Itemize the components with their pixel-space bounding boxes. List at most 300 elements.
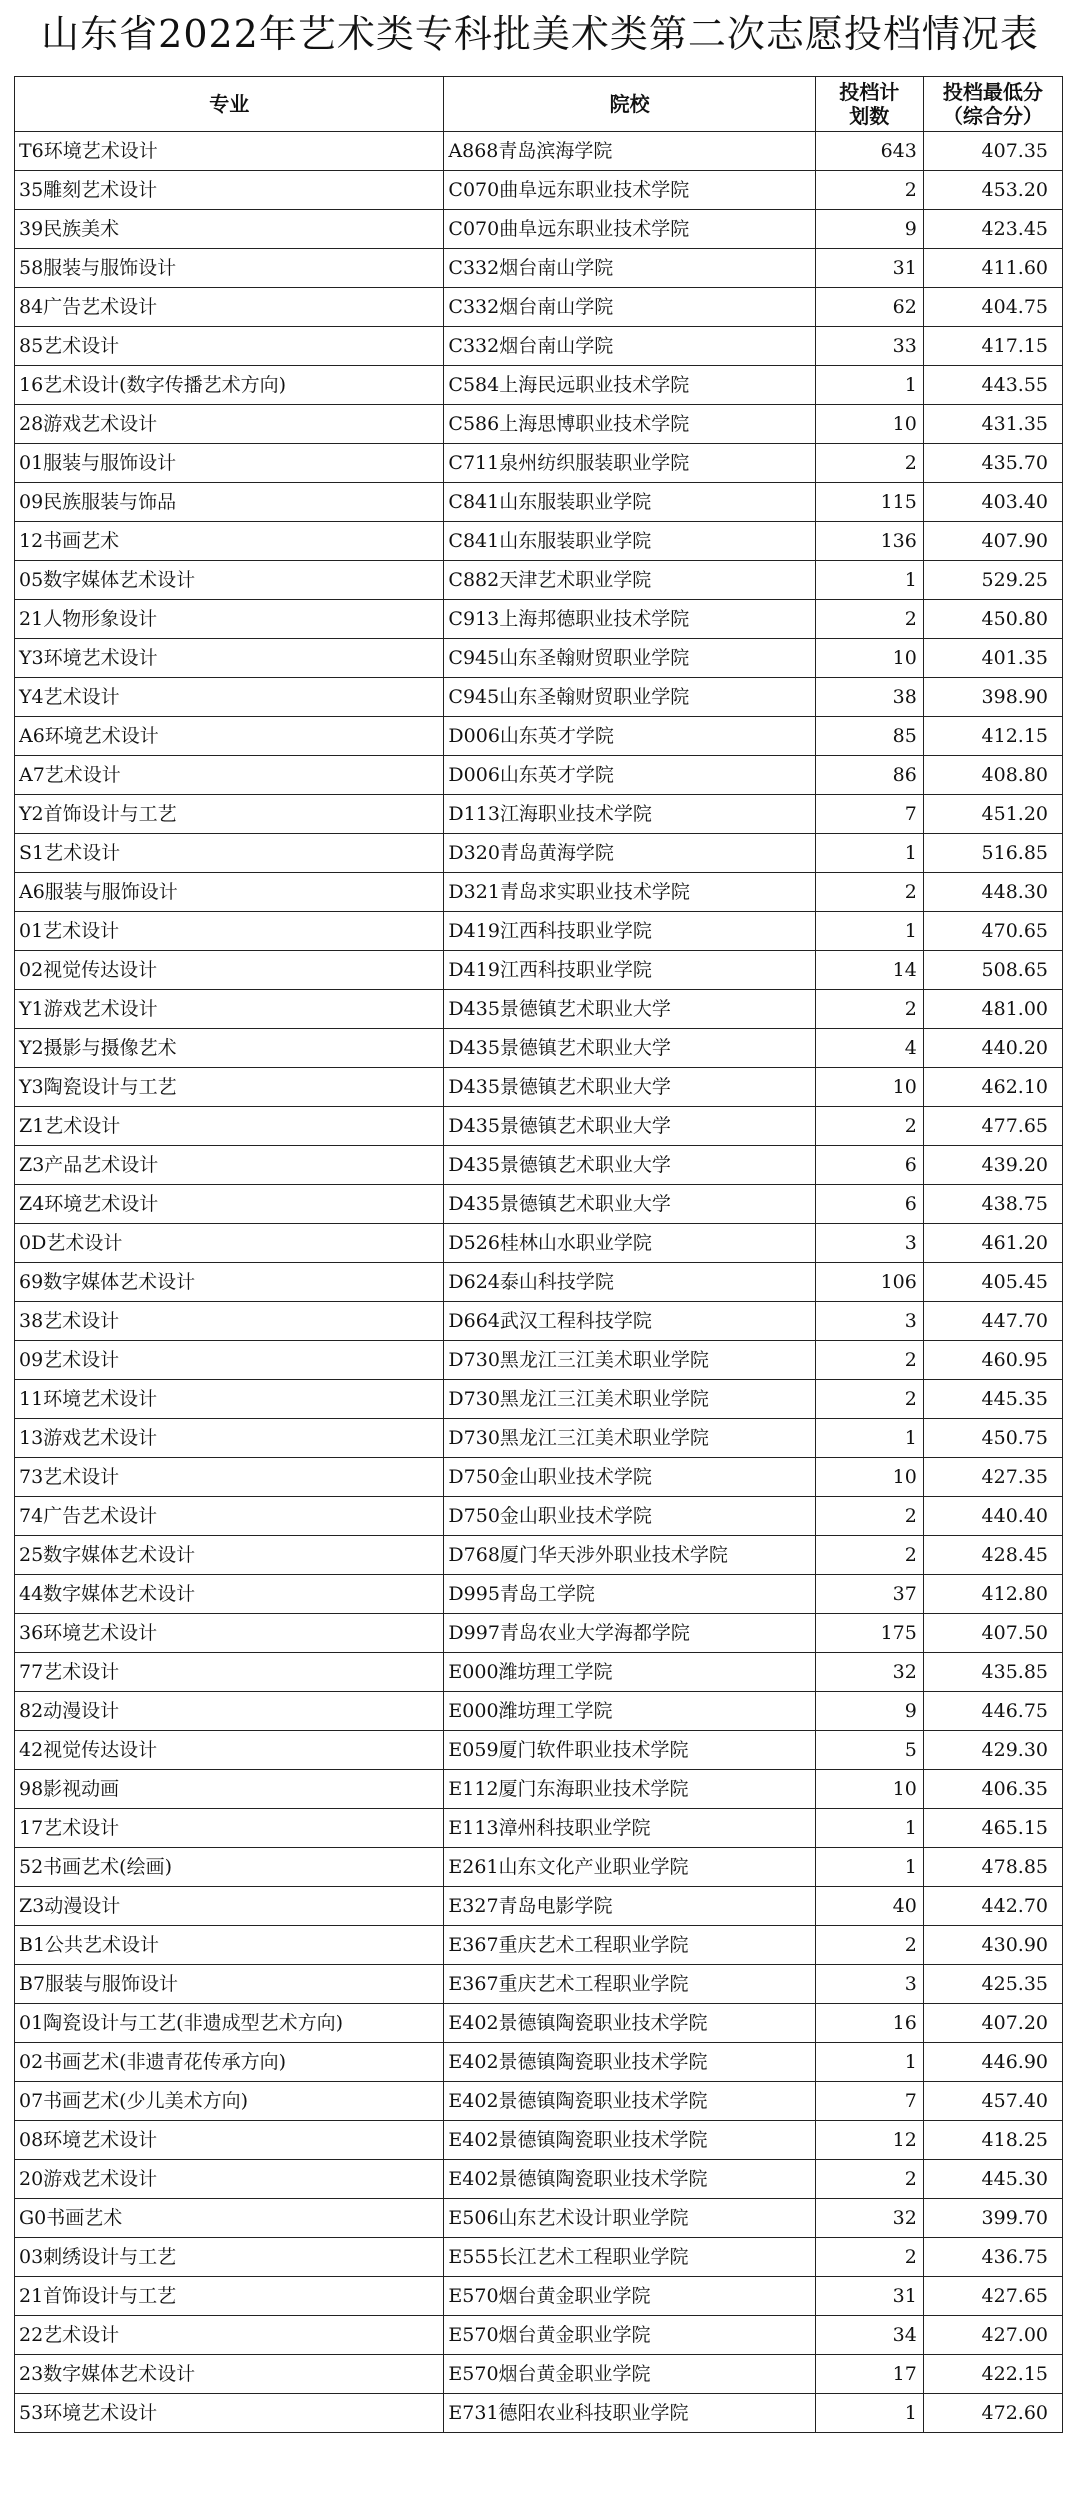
cell-major: 25数字媒体艺术设计 xyxy=(15,1536,444,1575)
cell-school: D419江西科技职业学院 xyxy=(444,951,815,990)
cell-plan: 2 xyxy=(815,1536,923,1575)
cell-school: D768厦门华天涉外职业技术学院 xyxy=(444,1536,815,1575)
cell-score: 453.20 xyxy=(923,171,1062,210)
cell-plan: 1 xyxy=(815,1809,923,1848)
cell-major: A6服装与服饰设计 xyxy=(15,873,444,912)
cell-major: 73艺术设计 xyxy=(15,1458,444,1497)
cell-major: 28游戏艺术设计 xyxy=(15,405,444,444)
cell-major: S1艺术设计 xyxy=(15,834,444,873)
cell-score: 427.35 xyxy=(923,1458,1062,1497)
cell-school: C332烟台南山学院 xyxy=(444,288,815,327)
cell-school: D006山东英才学院 xyxy=(444,756,815,795)
cell-plan: 2 xyxy=(815,2160,923,2199)
cell-score: 477.65 xyxy=(923,1107,1062,1146)
cell-major: 82动漫设计 xyxy=(15,1692,444,1731)
cell-plan: 38 xyxy=(815,678,923,717)
cell-score: 448.30 xyxy=(923,873,1062,912)
cell-score: 438.75 xyxy=(923,1185,1062,1224)
cell-major: Y3陶瓷设计与工艺 xyxy=(15,1068,444,1107)
table-row xyxy=(15,132,1063,171)
cell-school: D730黑龙江三江美术职业学院 xyxy=(444,1419,815,1458)
table-row xyxy=(15,2043,1063,2082)
table-row xyxy=(15,1224,1063,1263)
cell-major: 69数字媒体艺术设计 xyxy=(15,1263,444,1302)
cell-plan: 1 xyxy=(815,1419,923,1458)
cell-school: C945山东圣翰财贸职业学院 xyxy=(444,678,815,717)
cell-plan: 2 xyxy=(815,2238,923,2277)
cell-major: 77艺术设计 xyxy=(15,1653,444,1692)
cell-plan: 17 xyxy=(815,2355,923,2394)
cell-plan: 31 xyxy=(815,249,923,288)
cell-plan: 115 xyxy=(815,483,923,522)
table-row xyxy=(15,1614,1063,1653)
header-score-line2: （综合分） xyxy=(942,104,1043,128)
cell-score: 427.00 xyxy=(923,2316,1062,2355)
cell-plan: 3 xyxy=(815,1302,923,1341)
cell-score: 516.85 xyxy=(923,834,1062,873)
cell-plan: 643 xyxy=(815,132,923,171)
cell-score: 435.85 xyxy=(923,1653,1062,1692)
cell-plan: 106 xyxy=(815,1263,923,1302)
cell-major: 38艺术设计 xyxy=(15,1302,444,1341)
cell-major: 01艺术设计 xyxy=(15,912,444,951)
cell-school: E402景德镇陶瓷职业技术学院 xyxy=(444,2004,815,2043)
cell-plan: 1 xyxy=(815,834,923,873)
cell-plan: 5 xyxy=(815,1731,923,1770)
cell-school: E555长江艺术工程职业学院 xyxy=(444,2238,815,2277)
cell-plan: 7 xyxy=(815,2082,923,2121)
cell-major: T6环境艺术设计 xyxy=(15,132,444,171)
cell-school: E059厦门软件职业技术学院 xyxy=(444,1731,815,1770)
cell-school: E402景德镇陶瓷职业技术学院 xyxy=(444,2082,815,2121)
table-row xyxy=(15,2394,1063,2433)
cell-score: 435.70 xyxy=(923,444,1062,483)
cell-score: 450.75 xyxy=(923,1419,1062,1458)
cell-major: 39民族美术 xyxy=(15,210,444,249)
cell-school: C584上海民远职业技术学院 xyxy=(444,366,815,405)
table-row xyxy=(15,327,1063,366)
table-row xyxy=(15,561,1063,600)
cell-score: 407.90 xyxy=(923,522,1062,561)
cell-major: Y1游戏艺术设计 xyxy=(15,990,444,1029)
cell-score: 401.35 xyxy=(923,639,1062,678)
cell-score: 407.50 xyxy=(923,1614,1062,1653)
cell-school: D995青岛工学院 xyxy=(444,1575,815,1614)
cell-school: E367重庆艺术工程职业学院 xyxy=(444,1965,815,2004)
cell-plan: 10 xyxy=(815,1770,923,1809)
cell-school: D419江西科技职业学院 xyxy=(444,912,815,951)
table-row xyxy=(15,522,1063,561)
cell-school: C882天津艺术职业学院 xyxy=(444,561,815,600)
cell-school: D435景德镇艺术职业大学 xyxy=(444,1107,815,1146)
cell-school: C711泉州纺织服装职业学院 xyxy=(444,444,815,483)
cell-major: Y2首饰设计与工艺 xyxy=(15,795,444,834)
cell-major: G0书画艺术 xyxy=(15,2199,444,2238)
cell-plan: 9 xyxy=(815,1692,923,1731)
cell-major: 09艺术设计 xyxy=(15,1341,444,1380)
table-row xyxy=(15,1653,1063,1692)
table-row xyxy=(15,210,1063,249)
cell-score: 436.75 xyxy=(923,2238,1062,2277)
cell-school: D435景德镇艺术职业大学 xyxy=(444,1029,815,1068)
admission-table xyxy=(14,76,1063,2433)
cell-school: D624泰山科技学院 xyxy=(444,1263,815,1302)
header-school: 院校 xyxy=(444,77,815,132)
table-row xyxy=(15,2355,1063,2394)
table-row xyxy=(15,873,1063,912)
table-row xyxy=(15,1029,1063,1068)
cell-major: 42视觉传达设计 xyxy=(15,1731,444,1770)
cell-score: 439.20 xyxy=(923,1146,1062,1185)
cell-major: 52书画艺术(绘画) xyxy=(15,1848,444,1887)
cell-school: D526桂林山水职业学院 xyxy=(444,1224,815,1263)
cell-school: D435景德镇艺术职业大学 xyxy=(444,1146,815,1185)
header-plan-line1: 投档计 xyxy=(839,80,900,104)
cell-score: 429.30 xyxy=(923,1731,1062,1770)
cell-school: C841山东服装职业学院 xyxy=(444,483,815,522)
cell-score: 412.15 xyxy=(923,717,1062,756)
table-row xyxy=(15,2082,1063,2121)
cell-school: D730黑龙江三江美术职业学院 xyxy=(444,1341,815,1380)
cell-plan: 6 xyxy=(815,1185,923,1224)
cell-plan: 1 xyxy=(815,912,923,951)
table-row xyxy=(15,171,1063,210)
table-row xyxy=(15,1965,1063,2004)
cell-score: 470.65 xyxy=(923,912,1062,951)
cell-major: 11环境艺术设计 xyxy=(15,1380,444,1419)
cell-major: Y4艺术设计 xyxy=(15,678,444,717)
table-row xyxy=(15,2160,1063,2199)
cell-score: 457.40 xyxy=(923,2082,1062,2121)
cell-plan: 4 xyxy=(815,1029,923,1068)
cell-score: 411.60 xyxy=(923,249,1062,288)
header-plan xyxy=(815,77,923,132)
cell-score: 447.70 xyxy=(923,1302,1062,1341)
cell-plan: 32 xyxy=(815,2199,923,2238)
cell-plan: 9 xyxy=(815,210,923,249)
table-row xyxy=(15,912,1063,951)
cell-school: C070曲阜远东职业技术学院 xyxy=(444,210,815,249)
cell-score: 418.25 xyxy=(923,2121,1062,2160)
cell-score: 404.75 xyxy=(923,288,1062,327)
table-row xyxy=(15,639,1063,678)
cell-score: 440.20 xyxy=(923,1029,1062,1068)
cell-school: D435景德镇艺术职业大学 xyxy=(444,990,815,1029)
cell-plan: 1 xyxy=(815,2394,923,2433)
table-row xyxy=(15,1536,1063,1575)
table-row xyxy=(15,1146,1063,1185)
cell-plan: 1 xyxy=(815,2043,923,2082)
cell-score: 417.15 xyxy=(923,327,1062,366)
cell-school: D320青岛黄海学院 xyxy=(444,834,815,873)
cell-score: 430.90 xyxy=(923,1926,1062,1965)
cell-plan: 175 xyxy=(815,1614,923,1653)
cell-major: Y3环境艺术设计 xyxy=(15,639,444,678)
cell-major: Z4环境艺术设计 xyxy=(15,1185,444,1224)
cell-major: 01服装与服饰设计 xyxy=(15,444,444,483)
table-row xyxy=(15,1497,1063,1536)
cell-major: 17艺术设计 xyxy=(15,1809,444,1848)
cell-school: E402景德镇陶瓷职业技术学院 xyxy=(444,2121,815,2160)
cell-plan: 34 xyxy=(815,2316,923,2355)
cell-plan: 2 xyxy=(815,990,923,1029)
table-row xyxy=(15,1926,1063,1965)
cell-major: 22艺术设计 xyxy=(15,2316,444,2355)
cell-school: C070曲阜远东职业技术学院 xyxy=(444,171,815,210)
table-header-row xyxy=(15,77,1063,132)
cell-score: 460.95 xyxy=(923,1341,1062,1380)
cell-major: 35雕刻艺术设计 xyxy=(15,171,444,210)
cell-score: 406.35 xyxy=(923,1770,1062,1809)
table-row xyxy=(15,1419,1063,1458)
header-major: 专业 xyxy=(15,77,444,132)
cell-school: E112厦门东海职业技术学院 xyxy=(444,1770,815,1809)
table-row xyxy=(15,600,1063,639)
cell-score: 412.80 xyxy=(923,1575,1062,1614)
cell-plan: 1 xyxy=(815,1848,923,1887)
table-row xyxy=(15,2004,1063,2043)
cell-major: Z3动漫设计 xyxy=(15,1887,444,1926)
cell-school: C332烟台南山学院 xyxy=(444,327,815,366)
cell-school: E402景德镇陶瓷职业技术学院 xyxy=(444,2043,815,2082)
cell-score: 428.45 xyxy=(923,1536,1062,1575)
cell-score: 431.35 xyxy=(923,405,1062,444)
table-row xyxy=(15,1380,1063,1419)
cell-plan: 86 xyxy=(815,756,923,795)
cell-score: 398.90 xyxy=(923,678,1062,717)
cell-school: E570烟台黄金职业学院 xyxy=(444,2355,815,2394)
cell-major: 58服装与服饰设计 xyxy=(15,249,444,288)
cell-major: 20游戏艺术设计 xyxy=(15,2160,444,2199)
cell-plan: 85 xyxy=(815,717,923,756)
cell-score: 529.25 xyxy=(923,561,1062,600)
cell-major: 21首饰设计与工艺 xyxy=(15,2277,444,2316)
cell-school: E731德阳农业科技职业学院 xyxy=(444,2394,815,2433)
cell-plan: 10 xyxy=(815,1068,923,1107)
cell-score: 445.30 xyxy=(923,2160,1062,2199)
cell-school: E506山东艺术设计职业学院 xyxy=(444,2199,815,2238)
cell-major: A7艺术设计 xyxy=(15,756,444,795)
table-row xyxy=(15,2238,1063,2277)
cell-plan: 136 xyxy=(815,522,923,561)
cell-school: E402景德镇陶瓷职业技术学院 xyxy=(444,2160,815,2199)
table-row xyxy=(15,678,1063,717)
table-row xyxy=(15,2199,1063,2238)
cell-plan: 3 xyxy=(815,1965,923,2004)
cell-major: 08环境艺术设计 xyxy=(15,2121,444,2160)
cell-score: 481.00 xyxy=(923,990,1062,1029)
cell-score: 462.10 xyxy=(923,1068,1062,1107)
cell-plan: 2 xyxy=(815,1497,923,1536)
table-row xyxy=(15,1809,1063,1848)
cell-score: 445.35 xyxy=(923,1380,1062,1419)
table-row xyxy=(15,1575,1063,1614)
cell-plan: 2 xyxy=(815,1341,923,1380)
cell-school: D435景德镇艺术职业大学 xyxy=(444,1185,815,1224)
table-row xyxy=(15,2316,1063,2355)
cell-score: 443.55 xyxy=(923,366,1062,405)
cell-school: D113江海职业技术学院 xyxy=(444,795,815,834)
header-score xyxy=(923,77,1062,132)
cell-score: 422.15 xyxy=(923,2355,1062,2394)
cell-plan: 1 xyxy=(815,366,923,405)
cell-plan: 14 xyxy=(815,951,923,990)
cell-major: 0D艺术设计 xyxy=(15,1224,444,1263)
cell-plan: 40 xyxy=(815,1887,923,1926)
table-row xyxy=(15,444,1063,483)
cell-major: A6环境艺术设计 xyxy=(15,717,444,756)
table-row xyxy=(15,1731,1063,1770)
cell-major: B1公共艺术设计 xyxy=(15,1926,444,1965)
cell-school: C913上海邦德职业技术学院 xyxy=(444,600,815,639)
cell-score: 407.20 xyxy=(923,2004,1062,2043)
table-row xyxy=(15,795,1063,834)
cell-major: B7服装与服饰设计 xyxy=(15,1965,444,2004)
cell-school: E261山东文化产业职业学院 xyxy=(444,1848,815,1887)
cell-major: 01陶瓷设计与工艺(非遗成型艺术方向) xyxy=(15,2004,444,2043)
cell-school: D730黑龙江三江美术职业学院 xyxy=(444,1380,815,1419)
cell-major: 03刺绣设计与工艺 xyxy=(15,2238,444,2277)
cell-school: E000潍坊理工学院 xyxy=(444,1653,815,1692)
table-body xyxy=(15,132,1063,2433)
table-row xyxy=(15,717,1063,756)
table-row xyxy=(15,1185,1063,1224)
table-row xyxy=(15,1770,1063,1809)
cell-score: 425.35 xyxy=(923,1965,1062,2004)
cell-score: 440.40 xyxy=(923,1497,1062,1536)
cell-plan: 2 xyxy=(815,873,923,912)
cell-school: C841山东服装职业学院 xyxy=(444,522,815,561)
cell-score: 399.70 xyxy=(923,2199,1062,2238)
table-row xyxy=(15,1068,1063,1107)
table-row xyxy=(15,405,1063,444)
cell-plan: 2 xyxy=(815,1107,923,1146)
cell-school: E000潍坊理工学院 xyxy=(444,1692,815,1731)
cell-school: D750金山职业技术学院 xyxy=(444,1497,815,1536)
cell-plan: 32 xyxy=(815,1653,923,1692)
cell-major: 85艺术设计 xyxy=(15,327,444,366)
cell-school: A868青岛滨海学院 xyxy=(444,132,815,171)
cell-major: 53环境艺术设计 xyxy=(15,2394,444,2433)
cell-school: D750金山职业技术学院 xyxy=(444,1458,815,1497)
cell-major: 74广告艺术设计 xyxy=(15,1497,444,1536)
table-row xyxy=(15,1887,1063,1926)
cell-score: 451.20 xyxy=(923,795,1062,834)
cell-major: 36环境艺术设计 xyxy=(15,1614,444,1653)
cell-plan: 37 xyxy=(815,1575,923,1614)
table-row xyxy=(15,1263,1063,1302)
cell-major: 21人物形象设计 xyxy=(15,600,444,639)
cell-plan: 1 xyxy=(815,561,923,600)
cell-major: 09民族服装与饰品 xyxy=(15,483,444,522)
cell-school: C332烟台南山学院 xyxy=(444,249,815,288)
cell-major: Z1艺术设计 xyxy=(15,1107,444,1146)
table-row xyxy=(15,483,1063,522)
cell-major: 84广告艺术设计 xyxy=(15,288,444,327)
cell-plan: 62 xyxy=(815,288,923,327)
cell-school: E113漳州科技职业学院 xyxy=(444,1809,815,1848)
cell-score: 423.45 xyxy=(923,210,1062,249)
header-score-line1: 投档最低分 xyxy=(942,80,1043,104)
cell-score: 408.80 xyxy=(923,756,1062,795)
cell-major: Z3产品艺术设计 xyxy=(15,1146,444,1185)
cell-school: C586上海思博职业技术学院 xyxy=(444,405,815,444)
cell-score: 461.20 xyxy=(923,1224,1062,1263)
cell-school: D997青岛农业大学海都学院 xyxy=(444,1614,815,1653)
cell-major: 02书画艺术(非遗青花传承方向) xyxy=(15,2043,444,2082)
page-title: 山东省2022年艺术类专科批美术类第二次志愿投档情况表 xyxy=(41,12,1039,56)
cell-plan: 6 xyxy=(815,1146,923,1185)
cell-plan: 10 xyxy=(815,1458,923,1497)
cell-plan: 2 xyxy=(815,171,923,210)
cell-score: 403.40 xyxy=(923,483,1062,522)
cell-major: 02视觉传达设计 xyxy=(15,951,444,990)
cell-major: 12书画艺术 xyxy=(15,522,444,561)
table-row xyxy=(15,1458,1063,1497)
cell-plan: 10 xyxy=(815,405,923,444)
cell-school: E327青岛电影学院 xyxy=(444,1887,815,1926)
cell-score: 446.90 xyxy=(923,2043,1062,2082)
cell-score: 508.65 xyxy=(923,951,1062,990)
cell-major: 05数字媒体艺术设计 xyxy=(15,561,444,600)
cell-score: 446.75 xyxy=(923,1692,1062,1731)
cell-school: E570烟台黄金职业学院 xyxy=(444,2277,815,2316)
cell-school: D435景德镇艺术职业大学 xyxy=(444,1068,815,1107)
table-row xyxy=(15,1341,1063,1380)
cell-plan: 2 xyxy=(815,1380,923,1419)
cell-school: D006山东英才学院 xyxy=(444,717,815,756)
table-row xyxy=(15,1848,1063,1887)
table-row xyxy=(15,288,1063,327)
cell-score: 450.80 xyxy=(923,600,1062,639)
cell-plan: 2 xyxy=(815,600,923,639)
table-row xyxy=(15,2121,1063,2160)
cell-plan: 12 xyxy=(815,2121,923,2160)
table-row xyxy=(15,249,1063,288)
cell-major: 23数字媒体艺术设计 xyxy=(15,2355,444,2394)
table-row xyxy=(15,366,1063,405)
cell-score: 427.65 xyxy=(923,2277,1062,2316)
cell-major: 44数字媒体艺术设计 xyxy=(15,1575,444,1614)
table-row xyxy=(15,990,1063,1029)
cell-major: 13游戏艺术设计 xyxy=(15,1419,444,1458)
table-row xyxy=(15,1692,1063,1731)
cell-plan: 16 xyxy=(815,2004,923,2043)
cell-score: 465.15 xyxy=(923,1809,1062,1848)
cell-school: C945山东圣翰财贸职业学院 xyxy=(444,639,815,678)
cell-major: Y2摄影与摄像艺术 xyxy=(15,1029,444,1068)
cell-major: 16艺术设计(数字传播艺术方向) xyxy=(15,366,444,405)
cell-plan: 10 xyxy=(815,639,923,678)
cell-plan: 2 xyxy=(815,1926,923,1965)
cell-school: D664武汉工程科技学院 xyxy=(444,1302,815,1341)
cell-score: 472.60 xyxy=(923,2394,1062,2433)
cell-major: 98影视动画 xyxy=(15,1770,444,1809)
table-row xyxy=(15,756,1063,795)
cell-plan: 33 xyxy=(815,327,923,366)
cell-score: 405.45 xyxy=(923,1263,1062,1302)
cell-plan: 7 xyxy=(815,795,923,834)
table-row xyxy=(15,1107,1063,1146)
cell-plan: 31 xyxy=(815,2277,923,2316)
cell-plan: 3 xyxy=(815,1224,923,1263)
cell-school: E367重庆艺术工程职业学院 xyxy=(444,1926,815,1965)
cell-score: 478.85 xyxy=(923,1848,1062,1887)
cell-major: 07书画艺术(少儿美术方向) xyxy=(15,2082,444,2121)
header-plan-line2: 划数 xyxy=(849,104,890,128)
table-row xyxy=(15,834,1063,873)
table-row xyxy=(15,2277,1063,2316)
